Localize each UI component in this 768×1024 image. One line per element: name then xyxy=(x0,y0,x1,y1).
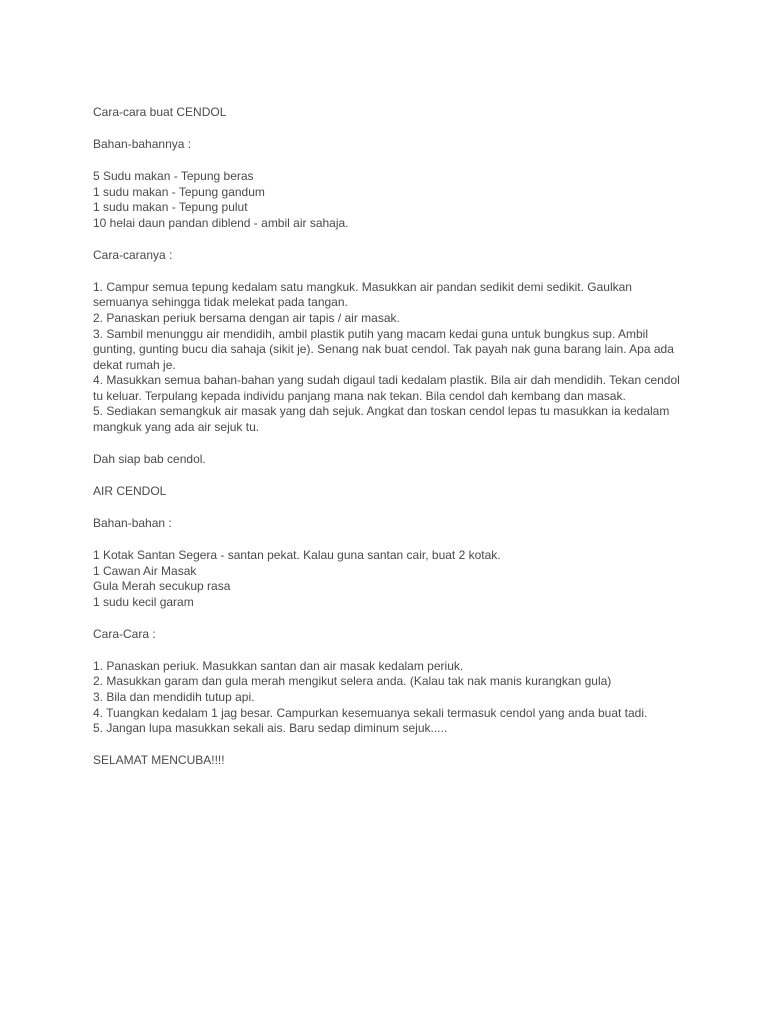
bahan-list xyxy=(93,169,683,231)
cara-list xyxy=(93,280,683,436)
list-item: 5. Sediakan semangkuk air masak yang dah sejuk. Angkat dan toskan cendol lepas tu masukkan ia kedalam mangkuk yang ada air sejuk tu. xyxy=(93,404,670,435)
cara-heading: Cara-caranya : xyxy=(93,247,173,262)
air-bahan-list xyxy=(93,548,683,610)
list-item: 2. Masukkan garam dan gula merah mengikut selera anda. (Kalau tak nak manis kurangkan gula) xyxy=(93,674,612,689)
list-item: 1. Campur semua tepung kedalam satu mangkuk. Masukkan air pandan sedikit demi sedikit. Gaulkan semuanya sehingga tidak melekat pada tangan. xyxy=(93,279,632,310)
list-item: 1 sudu makan - Tepung pulut xyxy=(93,200,248,215)
recipe-title: Cara-cara buat CENDOL xyxy=(93,105,227,119)
list-item: 4. Tuangkan kedalam 1 jag besar. Campurkan kesemuanya sekali termasuk cendol yang anda buat tadi. xyxy=(93,705,648,720)
list-item: 2. Panaskan periuk bersama dengan air tapis / air masak. xyxy=(93,310,400,325)
document-page xyxy=(93,105,683,785)
list-item: 3. Sambil menunggu air mendidih, ambil plastik putih yang macam kedai guna untuk bungkus sup. Ambil gunting, gunting bucu dia sahaja (sikit je). Senang nak buat cendol. Tak payah nak guna barang lain. Apa ada dekat rumah je. xyxy=(93,326,674,372)
list-item: 1 sudu makan - Tepung gandum xyxy=(93,184,265,199)
list-item: 4. Masukkan semua bahan-bahan yang sudah digaul tadi kedalam plastik. Bila air dah mendidih. Tekan cendol tu keluar. Terpulang kepada individu panjang mana nak tekan. Bila cendol dah kembang dan masak. xyxy=(93,373,680,403)
air-cendol-title: AIR CENDOL xyxy=(93,484,167,499)
list-item: 10 helai daun pandan diblend - ambil air sahaja. xyxy=(93,215,349,230)
closing-text: SELAMAT MENCUBA!!!! xyxy=(93,753,225,768)
list-item: 3. Bila dan mendidih tutup api. xyxy=(93,689,255,704)
air-bahan-heading: Bahan-bahan : xyxy=(93,516,172,531)
list-item: 1. Panaskan periuk. Masukkan santan dan air masak kedalam periuk. xyxy=(93,658,464,673)
done-text: Dah siap bab cendol. xyxy=(93,452,206,467)
list-item: 5 Sudu makan - Tepung beras xyxy=(93,168,254,183)
list-item: Gula Merah secukup rasa xyxy=(93,579,231,594)
list-item: 5. Jangan lupa masukkan sekali ais. Baru sedap diminum sejuk..... xyxy=(93,721,448,736)
list-item: 1 Kotak Santan Segera - santan pekat. Kalau guna santan cair, buat 2 kotak. xyxy=(93,548,501,562)
list-item: 1 sudu kecil garam xyxy=(93,594,194,609)
air-cara-heading: Cara-Cara : xyxy=(93,626,156,641)
list-item: 1 Cawan Air Masak xyxy=(93,563,197,578)
bahan-heading: Bahan-bahannya : xyxy=(93,136,192,151)
air-cara-list xyxy=(93,659,683,737)
